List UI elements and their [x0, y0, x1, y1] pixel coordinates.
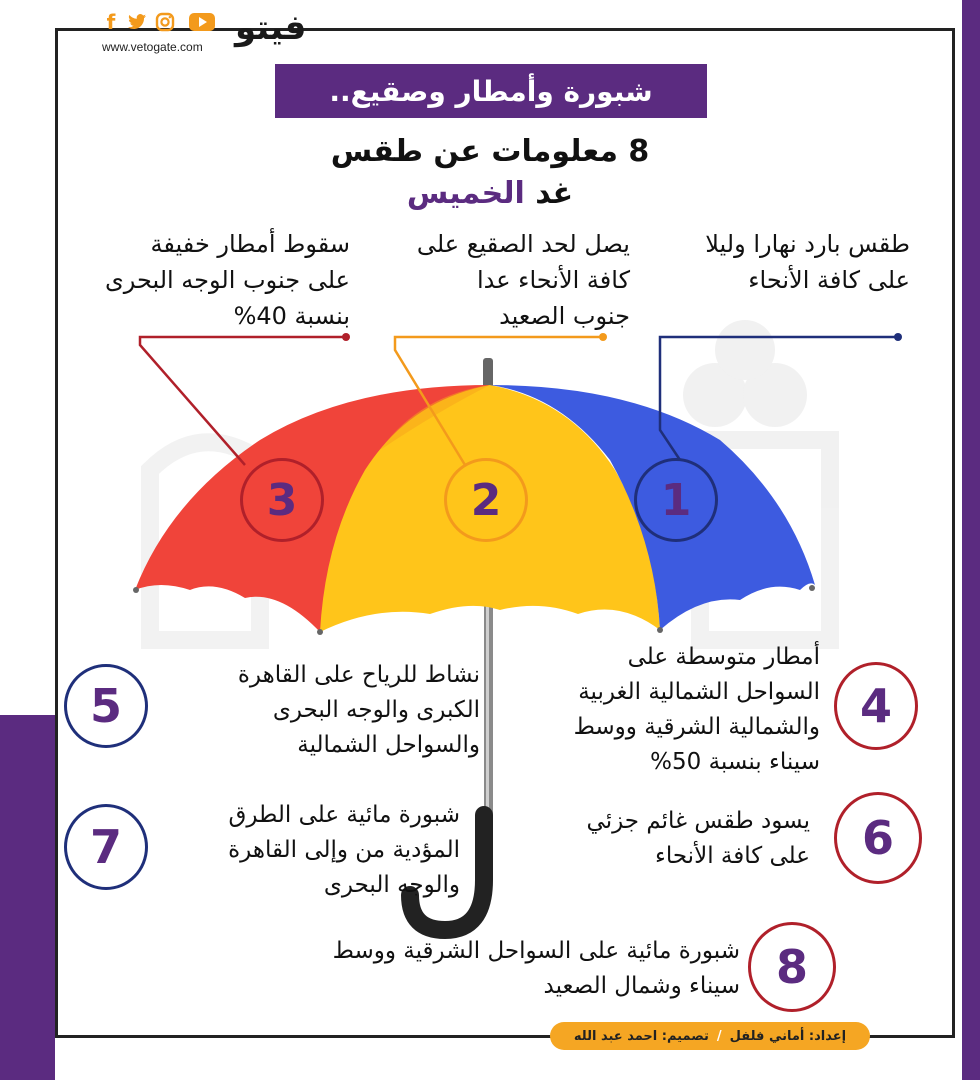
item-8-line-1: شبورة مائية على السواحل الشرقية ووسط: [332, 938, 740, 964]
item-4-number: 4: [834, 662, 918, 750]
item-1-text: [650, 226, 910, 298]
item-7-text: [160, 798, 460, 903]
item-8-number: 8: [748, 922, 836, 1012]
item-8-text: [210, 934, 740, 1004]
subtitle-line-1: 8 معلومات عن طقس: [330, 134, 650, 169]
item-7-line-3: والوجه البحرى: [323, 872, 460, 898]
item-4-line-4: سيناء بنسبة 50%: [650, 749, 820, 775]
item-3-line-1: سقوط أمطار خفيفة: [150, 230, 350, 258]
item-2-line-2: كافة الأنحاء عدا: [476, 266, 630, 294]
item-7-line-2: المؤدية من وإلى القاهرة: [228, 837, 460, 863]
item-2-line-1: يصل لحد الصقيع على: [416, 230, 630, 258]
item-3-line-3: بنسبة 40%: [233, 302, 350, 330]
item-5-number: 5: [64, 664, 148, 748]
item-2-number: 2: [444, 458, 528, 542]
item-3-line-2: على جنوب الوجه البحرى: [104, 266, 350, 294]
item-5-text: [160, 658, 480, 763]
item-1-line-1: طقس بارد نهارا وليلا: [705, 230, 910, 258]
prepared-by: إعداد: أماني فلفل: [729, 1028, 847, 1044]
website-url[interactable]: www.vetogate.com: [102, 40, 203, 54]
item-1-line-2: على كافة الأنحاء: [748, 266, 910, 294]
designed-by: تصميم: احمد عبد الله: [573, 1028, 709, 1044]
item-7-line-1: شبورة مائية على الطرق: [228, 802, 460, 828]
item-4-line-1: أمطار متوسطة على: [627, 644, 820, 670]
item-6-line-2: على كافة الأنحاء: [655, 843, 810, 869]
vetogate-logo: فيتو: [235, 8, 307, 48]
item-4-line-3: والشمالية الشرقية ووسط: [573, 714, 820, 740]
item-6-line-1: يسود طقس غائم جزئي: [586, 808, 810, 834]
item-3-number: 3: [240, 458, 324, 542]
subtitle-prefix: غد: [535, 176, 574, 211]
credits-bar: [550, 1022, 870, 1050]
item-4-text: [480, 640, 820, 780]
facebook-icon[interactable]: f: [106, 10, 116, 34]
item-6-number: 6: [834, 792, 922, 884]
item-2-line-3: جنوب الصعيد: [499, 302, 630, 330]
item-1-number: 1: [634, 458, 718, 542]
item-7-number: 7: [64, 804, 148, 890]
subtitle-highlight: الخميس: [406, 176, 525, 211]
item-5-line-1: نشاط للرياح على القاهرة: [237, 662, 480, 688]
item-4-line-2: السواحل الشمالية الغربية: [578, 679, 820, 705]
page-title: شبورة وأمطار وصقيع..: [275, 64, 707, 118]
item-5-line-3: والسواحل الشمالية: [297, 732, 480, 758]
item-6-text: [500, 804, 810, 874]
item-8-line-2: سيناء وشمال الصعيد: [543, 973, 740, 999]
item-3-text: [90, 226, 350, 334]
item-2-text: [360, 226, 630, 334]
item-5-line-2: الكبرى والوجه البحرى: [272, 697, 480, 723]
credits-separator: /: [716, 1028, 722, 1044]
